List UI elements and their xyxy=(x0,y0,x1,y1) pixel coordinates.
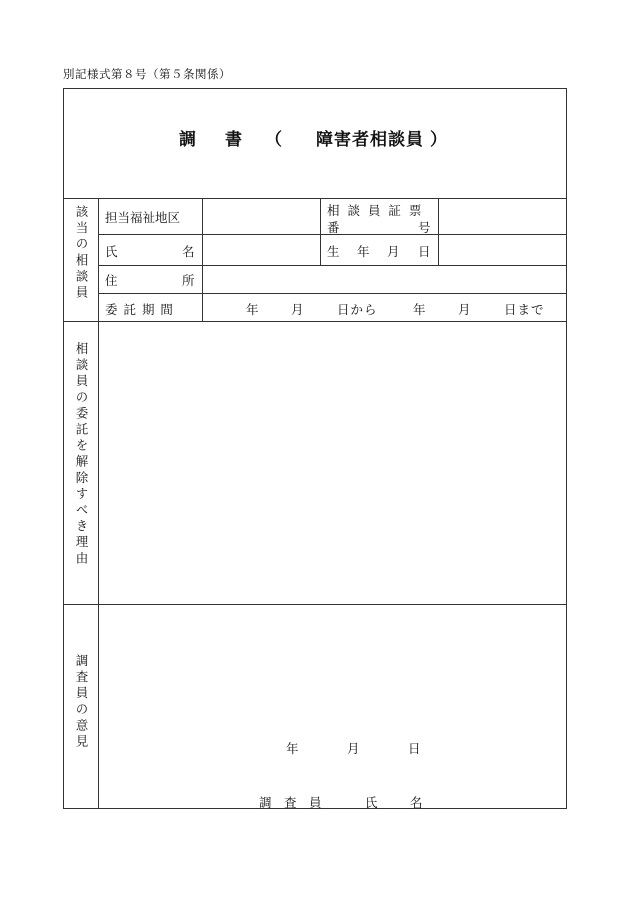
investigator-name-a: 氏 xyxy=(365,795,378,810)
form-title-main: 調 書 xyxy=(179,130,248,150)
row-line-3 xyxy=(98,293,567,294)
label-cert-number-line1: 相 談 員 証 票 xyxy=(327,203,424,218)
period-year-2: 年 xyxy=(413,302,426,317)
label-district: 担当福祉地区 xyxy=(105,210,181,225)
section-label-opinion: 調査員の意見 xyxy=(74,654,89,751)
period-month-1: 月 xyxy=(291,302,304,317)
period-month-2: 月 xyxy=(458,302,471,317)
opinion-month: 月 xyxy=(347,741,360,756)
form-title-subject: 障害者相談員 xyxy=(316,130,424,150)
label-name-a: 氏 xyxy=(105,244,118,259)
label-column-divider xyxy=(98,198,99,809)
section-label-subject: 該当の相談員 xyxy=(74,205,89,302)
address-input[interactable] xyxy=(203,266,566,293)
label-birth-c: 月 xyxy=(387,244,400,259)
investigator-name-b: 名 xyxy=(410,795,423,810)
label-cert-number-line2-b: 号 xyxy=(418,220,431,235)
label-name-b: 名 xyxy=(182,244,195,259)
divider-subject-bottom xyxy=(63,321,567,322)
opinion-day: 日 xyxy=(408,741,421,756)
label-address-b: 所 xyxy=(182,273,195,288)
label-birth-d: 日 xyxy=(418,244,431,259)
form-title-paren-open: （ xyxy=(265,130,282,150)
investigator-label: 調 査 員 xyxy=(259,795,322,810)
district-input[interactable] xyxy=(203,199,320,234)
label-period: 委 託 期 間 xyxy=(105,302,174,317)
label-cert-number-line2-a: 番 xyxy=(327,220,340,235)
opinion-year: 年 xyxy=(286,741,299,756)
reason-textarea[interactable] xyxy=(100,323,565,602)
period-year-1: 年 xyxy=(246,302,259,317)
period-day-to: 日まで xyxy=(504,302,545,317)
label-address-a: 住 xyxy=(105,273,118,288)
divider-reason-bottom xyxy=(63,604,567,605)
form-title-paren-close: ） xyxy=(430,130,447,150)
period-day-from: 日から xyxy=(337,302,378,317)
section-label-reason: 相談員の委託を解除すべき理由 xyxy=(74,342,89,568)
col-line-mid xyxy=(320,198,321,265)
opinion-textarea[interactable] xyxy=(100,606,565,726)
form-caption: 別記様式第８号（第５条関係） xyxy=(63,67,231,81)
label-birth-a: 生 xyxy=(327,244,340,259)
birthdate-input[interactable] xyxy=(439,235,566,265)
cert-number-input[interactable] xyxy=(439,199,566,234)
label-birth-b: 年 xyxy=(357,244,370,259)
name-input[interactable] xyxy=(203,235,320,265)
